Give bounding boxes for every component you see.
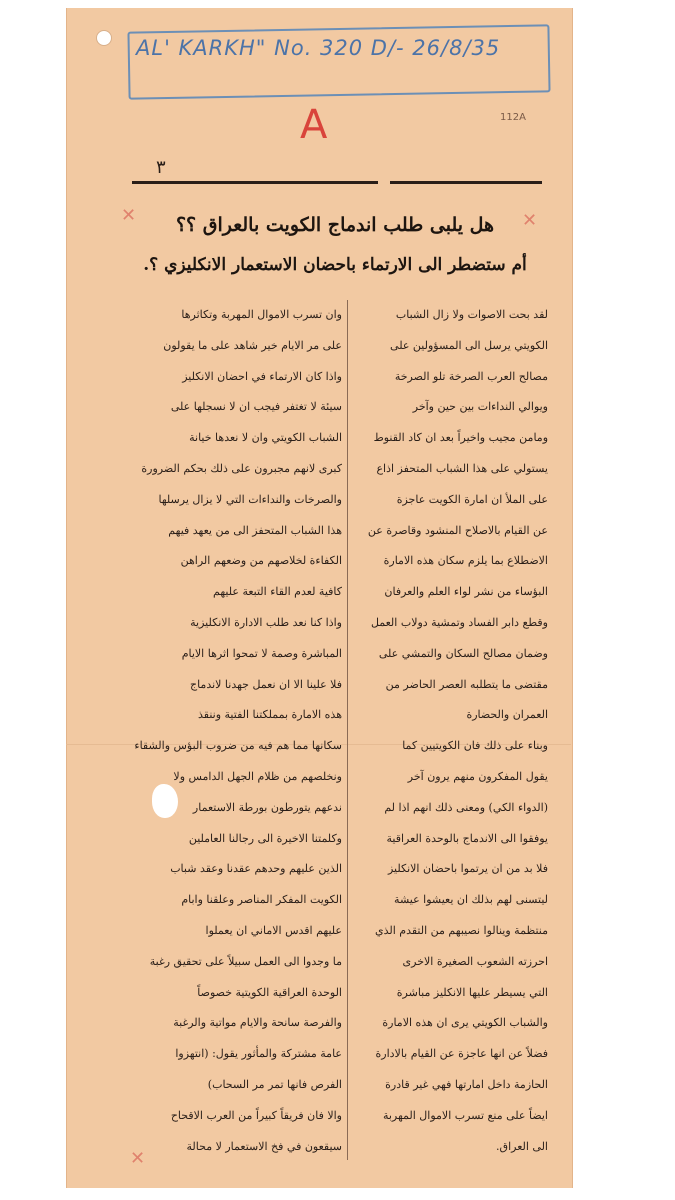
- article-text-line: عليهم اقدس الاماني ان يعملوا: [205, 923, 342, 937]
- article-text-line: عامة مشتركة والمأثور يقول: (انتهزوا: [175, 1047, 342, 1061]
- article-text-line: الكفاءة لخلاصهم من وضعهم الراهن: [180, 554, 342, 568]
- article-text-line: عن القيام بالاصلاح المنشود وقاصرة عن: [367, 523, 548, 537]
- article-text-line: مصالح العرب الصرخة تلو الصرخة: [394, 369, 548, 383]
- article-headline: هل يلبى طلب اندماج الكويت بالعراق ؟؟: [175, 214, 495, 236]
- article-text-line: الكويت المفكر المناصر وعلقنا وابام: [181, 893, 342, 907]
- article-text-line: والا فان فريقاً كبيراً من العرب الاقحاح: [170, 1108, 342, 1122]
- article-text-line: البؤساء من نشر لواء العلم والعرفان: [384, 585, 548, 599]
- article-text-line: الذين عليهم وحدهم عقدنا وعقد شباب: [170, 862, 342, 876]
- article-text-line: هذه الامارة بمملكتنا الفتية وننقذ: [198, 708, 342, 722]
- article-text-line: سيئة لا تغتفر فيجب ان لا نسجلها على: [170, 400, 342, 414]
- article-text-line: ونخلصهم من ظلام الجهل الدامس ولا: [173, 769, 342, 783]
- article-text-line: المباشرة وصمة لا تمحوا اثرها الايام: [181, 646, 342, 660]
- article-text-line: والفرصة سانحة والايام مواتية والرغبة: [173, 1016, 342, 1030]
- article-text-line: يقول المفكرون منهم يرون آخر: [407, 769, 548, 783]
- archive-reference-number: 112A: [500, 112, 526, 123]
- punch-hole: [96, 30, 112, 46]
- margin-cross-mark: ✕: [121, 205, 137, 226]
- article-text-line: احرزته الشعوب الصغيرة الاخرى: [402, 954, 548, 968]
- article-text-line: الاضطلاع بما يلزم سكان هذه الامارة: [383, 554, 548, 568]
- article-text-line: على مر الايام خير شاهد على ما يقولون: [163, 338, 342, 352]
- article-text-line: كبرى لانهم مجبرون على ذلك بحكم الضرورة: [141, 461, 342, 475]
- article-text-line: الفرص فانها تمر مر السحاب): [207, 1077, 342, 1091]
- article-text-line: كافية لعدم القاء التبعة عليهم: [213, 585, 342, 599]
- article-text-line: الكويتي يرسل الى المسؤولين على: [390, 338, 548, 352]
- article-text-line: يستولي على هذا الشباب المتحفز اذاع: [376, 461, 548, 475]
- margin-cross-mark: ✕: [522, 210, 538, 231]
- article-text-line: سكانها مما هم فيه من ضروب البؤس والشقاء: [134, 739, 342, 753]
- article-text-line: فلا بد من ان يرتموا باحضان الانكليز: [387, 862, 548, 876]
- margin-cross-mark: ✕: [130, 1148, 146, 1169]
- article-text-line: الحازمة داخل امارتها فهي غير قادرة: [385, 1077, 548, 1091]
- article-text-line: الشباب الكويتي وان لا نعدها خيانة: [189, 431, 342, 445]
- article-text-line: الوحدة العراقية الكويتية خصوصاً: [197, 985, 342, 999]
- article-text-line: وضمان مصالح السكان والتمشي على: [378, 646, 548, 660]
- article-text-line: ايضاً على منع تسرب الاموال المهربة: [382, 1108, 548, 1122]
- article-column-right: [352, 300, 548, 1162]
- article-text-line: ويوالي النداءات بين حين وآخر: [412, 400, 548, 414]
- article-text-line: هذا الشباب المتحفز الى من يعهد فيهم: [168, 523, 342, 537]
- article-text-line: واذا كان الارتماء في احضان الانكليز: [182, 369, 342, 383]
- column-divider: [347, 300, 348, 1160]
- article-text-line: العمران والحضارة: [466, 708, 548, 722]
- article-text-line: ندعهم يتورطون بورطة الاستعمار: [192, 800, 342, 814]
- article-text-line: فلا علينا الا ان نعمل جهدنا لاندماج: [189, 677, 342, 691]
- header-rule-left: [132, 181, 378, 184]
- red-letter-mark: A: [300, 102, 328, 148]
- article-text-line: والشباب الكويتي يرى ان هذه الامارة: [382, 1016, 548, 1030]
- article-text-line: الى العراق.: [496, 1139, 548, 1153]
- article-text-line: وبناء على ذلك فان الكويتيين كما: [402, 739, 548, 753]
- article-column-left: [130, 300, 342, 1162]
- article-text-line: ما وجدوا الى العمل سبيلاً على تحقيق رغبة: [149, 954, 342, 968]
- article-text-line: يوفقوا الى الاندماج بالوحدة العراقية: [386, 831, 548, 845]
- article-text-line: وان تسرب الاموال المهربة وتكاثرها: [181, 308, 342, 321]
- article-text-line: التي يسيطر عليها الانكليز مباشرة: [396, 985, 548, 999]
- article-text-line: على الملأ ان امارة الكويت عاجزة: [396, 492, 548, 506]
- article-subheadline: أم ستضطر الى الارتماء باحضان الاستعمار الانكليزي ؟.: [143, 255, 527, 275]
- header-rule-right: [390, 181, 542, 184]
- paper-damage-spot: [152, 784, 178, 818]
- article-text-line: فضلاً عن انها عاجزة عن القيام بالادارة: [375, 1047, 548, 1061]
- article-text-line: (الدواء الكي) ومعنى ذلك انهم اذا لم: [384, 800, 548, 814]
- article-text-line: مقتضى ما يتطلبه العصر الحاضر من: [385, 677, 548, 691]
- article-text-line: وكلمتنا الاخيرة الى رجالنا العاملين: [188, 831, 342, 845]
- article-text-line: واذا كنا نعد طلب الادارة الانكليزية: [190, 615, 342, 629]
- article-text-line: ومامن مجيب واخيراً بعد ان كاد القنوط: [373, 431, 548, 445]
- article-text-line: منتظمة وينالوا نصيبهم من التقدم الذي: [375, 923, 548, 937]
- article-text-line: ليتسنى لهم بذلك ان يعيشوا عيشة: [394, 893, 548, 907]
- article-text-line: لقد بحت الاصوات ولا زال الشباب: [395, 308, 548, 321]
- archive-stamp-text: AL' KARKH" No. 320 D/- 26/8/35: [136, 36, 501, 60]
- article-text-line: وقطع دابر الفساد وتمشية دولاب العمل: [370, 615, 548, 629]
- page-number: ٣: [156, 157, 166, 178]
- article-text-line: سيقعون في فخ الاستعمار لا محالة: [186, 1139, 342, 1153]
- article-text-line: والصرخات والنداءات التي لا يزال يرسلها: [158, 492, 342, 506]
